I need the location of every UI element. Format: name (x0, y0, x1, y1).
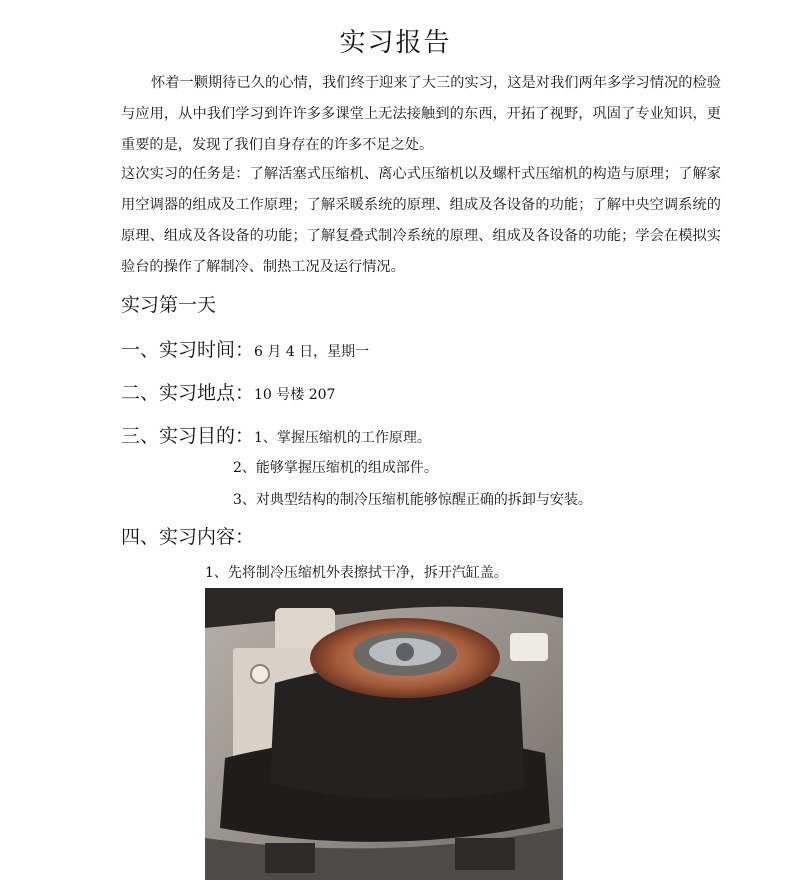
practice-purpose (121, 421, 431, 448)
practice-time (121, 335, 369, 362)
practice-purpose-label: 三、实习目的： (121, 425, 255, 447)
practice-purpose-goal-2: 2、能够掌握压缩机的组成部件。 (233, 460, 438, 476)
practice-location-value: 10 号楼 207 (254, 387, 336, 403)
content-heading: 四、实习内容： (121, 526, 255, 548)
content-step-1: 1、先将制冷压缩机外表擦拭干净，拆开汽缸盖。 (205, 565, 508, 581)
day-heading: 实习第一天 (121, 294, 217, 316)
practice-time-value: 6 月 4 日，星期一 (254, 344, 370, 360)
report-title: 实习报告 (339, 28, 452, 58)
practice-purpose-goal-1: 1、掌握压缩机的工作原理。 (254, 430, 431, 446)
intro-paragraph: 怀着一颗期待已久的心情，我们终于迎来了大三的实习，这是对我们两年多学习情况的检验与应用，从中我们学习到许许多多课堂上无法接触到的东西，开拓了视野，巩固了专业知识，更重要的是，发现了我们自身存在的许多不足之处。 (121, 75, 721, 153)
tasks-paragraph: 这次实习的任务是：了解活塞式压缩机、离心式压缩机以及螺杆式压缩机的构造与原理；了解家用空调器的组成及工作原理；了解采暖系统的原理、组成及各设备的功能；了解中央空调系统的原理、组成及各设备的功能；了解复叠式制冷系统的原理、组成及各设备的功能；学会在模拟实验台的操作了解制冷、制热工况及运行情况。 (121, 166, 721, 275)
practice-time-label: 一、实习时间： (121, 339, 255, 361)
practice-purpose-goal-3: 3、对典型结构的制冷压缩机能够惊醒正确的拆卸与安装。 (233, 492, 592, 508)
practice-location-label: 二、实习地点： (121, 382, 255, 404)
compressor-photo (205, 588, 563, 880)
practice-location (121, 378, 335, 405)
